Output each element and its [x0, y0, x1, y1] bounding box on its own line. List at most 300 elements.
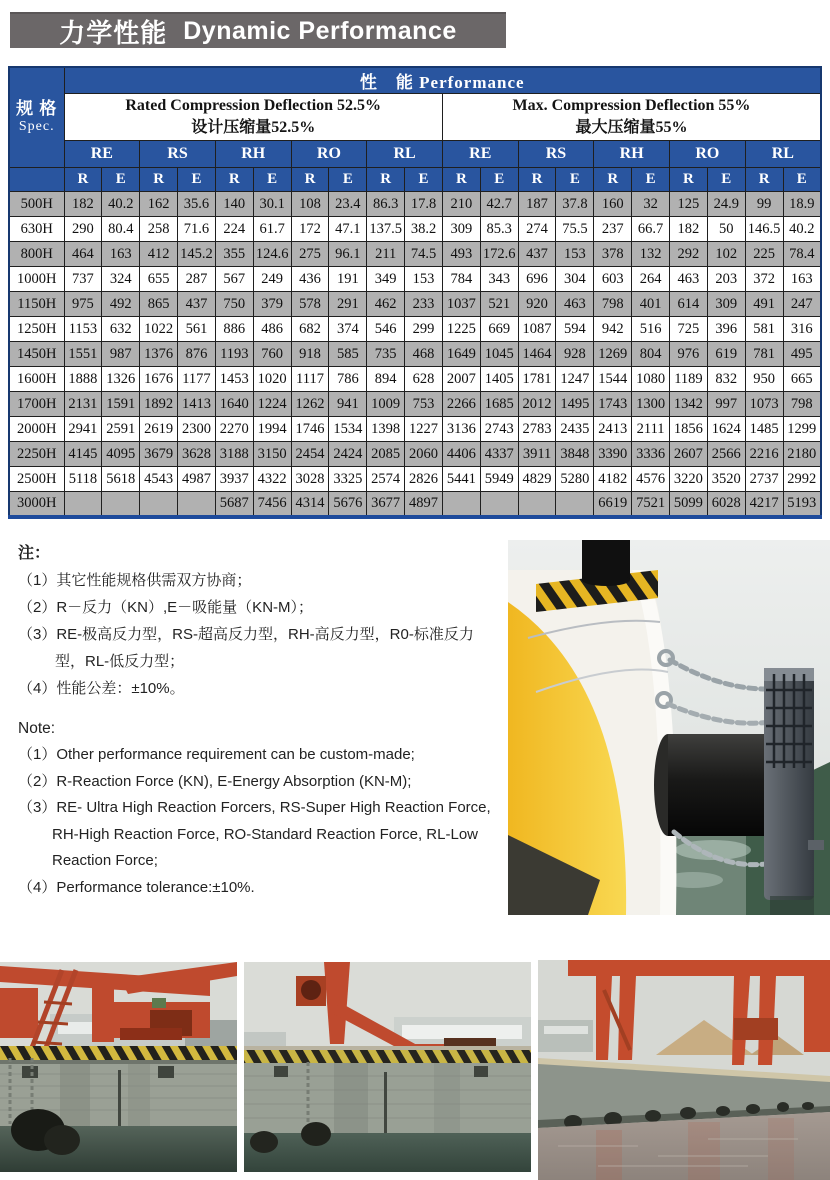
value-cell: 237 [594, 217, 632, 242]
value-cell [140, 492, 178, 517]
value-cell: 80.4 [102, 217, 140, 242]
value-cell: 7521 [632, 492, 670, 517]
value-cell: 3390 [594, 442, 632, 467]
value-cell: 2619 [140, 417, 178, 442]
performance-header [64, 67, 821, 94]
value-cell: 1189 [670, 367, 708, 392]
value-cell: 132 [632, 242, 670, 267]
value-cell: 784 [442, 267, 480, 292]
spec-cell: 630H [9, 217, 64, 242]
value-cell: 3220 [670, 467, 708, 492]
spec-subheader-spacer [9, 168, 64, 192]
group-header-rh: RH [215, 141, 291, 168]
value-cell: 894 [367, 367, 405, 392]
value-cell: 5618 [102, 467, 140, 492]
rated-deflection-header [64, 94, 442, 141]
value-cell: 125 [670, 192, 708, 217]
value-cell: 2413 [594, 417, 632, 442]
value-cell: 324 [102, 267, 140, 292]
table-row-630h [9, 217, 821, 242]
spec-cell: 800H [9, 242, 64, 267]
value-cell: 6619 [594, 492, 632, 517]
value-cell: 75.5 [556, 217, 594, 242]
value-cell: 781 [745, 342, 783, 367]
value-cell: 2180 [783, 442, 821, 467]
table-row-2500h [9, 467, 821, 492]
subcol-header-r: R [518, 168, 556, 192]
value-cell: 1464 [518, 342, 556, 367]
value-cell: 1746 [291, 417, 329, 442]
value-cell: 2566 [707, 442, 745, 467]
table-row-1450h [9, 342, 821, 367]
value-cell: 1405 [480, 367, 518, 392]
value-cell: 920 [518, 292, 556, 317]
value-cell: 1640 [215, 392, 253, 417]
value-cell: 162 [140, 192, 178, 217]
value-cell: 3188 [215, 442, 253, 467]
value-cell: 4322 [253, 467, 291, 492]
value-cell: 2131 [64, 392, 102, 417]
subcol-header-e: E [632, 168, 670, 192]
note-line-zh: （1）其它性能规格供需双方协商； [18, 572, 252, 589]
value-cell: 5687 [215, 492, 253, 517]
value-cell: 247 [783, 292, 821, 317]
value-cell: 665 [783, 367, 821, 392]
value-cell: 1495 [556, 392, 594, 417]
value-cell: 2424 [329, 442, 367, 467]
value-cell: 292 [670, 242, 708, 267]
value-cell: 274 [518, 217, 556, 242]
value-cell: 950 [745, 367, 783, 392]
value-cell: 401 [632, 292, 670, 317]
value-cell: 3336 [632, 442, 670, 467]
value-cell: 35.6 [178, 192, 216, 217]
value-cell: 669 [480, 317, 518, 342]
value-cell: 1781 [518, 367, 556, 392]
spec-cell: 2500H [9, 467, 64, 492]
value-cell: 374 [329, 317, 367, 342]
table-row-1250h [9, 317, 821, 342]
value-cell: 3325 [329, 467, 367, 492]
value-cell: 146.5 [745, 217, 783, 242]
value-cell: 2454 [291, 442, 329, 467]
spec-cell: 1700H [9, 392, 64, 417]
value-cell: 760 [253, 342, 291, 367]
value-cell: 1544 [594, 367, 632, 392]
value-cell: 3628 [178, 442, 216, 467]
value-cell: 290 [64, 217, 102, 242]
group-header-rh: RH [594, 141, 670, 168]
value-cell: 4182 [594, 467, 632, 492]
value-cell: 2060 [405, 442, 443, 467]
value-cell: 163 [783, 267, 821, 292]
subcol-header-e: E [102, 168, 140, 192]
value-cell: 316 [783, 317, 821, 342]
value-cell: 40.2 [783, 217, 821, 242]
value-cell: 309 [707, 292, 745, 317]
table-row-1150h [9, 292, 821, 317]
value-cell: 735 [367, 342, 405, 367]
value-cell: 2574 [367, 467, 405, 492]
value-cell: 30.1 [253, 192, 291, 217]
value-cell: 1177 [178, 367, 216, 392]
value-cell: 997 [707, 392, 745, 417]
note-line-zh: （3）RE-极高反力型，RS-超高反力型，RH-高反力型，R0-标准反力型，RL-低反力型； [18, 626, 474, 670]
value-cell: 2826 [405, 467, 443, 492]
value-cell: 1892 [140, 392, 178, 417]
value-cell: 1073 [745, 392, 783, 417]
value-cell: 275 [291, 242, 329, 267]
value-cell: 468 [405, 342, 443, 367]
rated-deflection-en: Rated Compression Deflection 52.5% [125, 96, 382, 114]
value-cell: 32 [632, 192, 670, 217]
value-cell: 71.6 [178, 217, 216, 242]
value-cell: 2783 [518, 417, 556, 442]
value-cell: 17.8 [405, 192, 443, 217]
value-cell: 3848 [556, 442, 594, 467]
value-cell: 619 [707, 342, 745, 367]
value-cell: 1413 [178, 392, 216, 417]
spec-cell: 1250H [9, 317, 64, 342]
value-cell: 581 [745, 317, 783, 342]
value-cell: 287 [178, 267, 216, 292]
value-cell [442, 492, 480, 517]
value-cell: 1376 [140, 342, 178, 367]
value-cell: 40.2 [102, 192, 140, 217]
value-cell: 6028 [707, 492, 745, 517]
value-cell: 750 [215, 292, 253, 317]
value-cell: 1888 [64, 367, 102, 392]
value-cell: 153 [405, 267, 443, 292]
table-row-3000h [9, 492, 821, 517]
value-cell: 437 [518, 242, 556, 267]
value-cell: 1262 [291, 392, 329, 417]
value-cell: 437 [178, 292, 216, 317]
value-cell: 2607 [670, 442, 708, 467]
value-cell: 4897 [405, 492, 443, 517]
subcol-header-e: E [253, 168, 291, 192]
spec-column-header [9, 67, 64, 168]
spec-label-zh: 规 格 [16, 98, 58, 118]
value-cell: 1856 [670, 417, 708, 442]
port-photo-3 [538, 960, 830, 1180]
value-cell: 203 [707, 267, 745, 292]
value-cell: 1342 [670, 392, 708, 417]
value-cell: 1247 [556, 367, 594, 392]
subcol-header-r: R [594, 168, 632, 192]
value-cell: 379 [253, 292, 291, 317]
value-cell: 99 [745, 192, 783, 217]
value-cell: 3937 [215, 467, 253, 492]
subcol-header-r: R [442, 168, 480, 192]
value-cell: 436 [291, 267, 329, 292]
value-cell: 160 [594, 192, 632, 217]
subcol-header-e: E [405, 168, 443, 192]
value-cell: 682 [291, 317, 329, 342]
value-cell: 2300 [178, 417, 216, 442]
value-cell: 2111 [632, 417, 670, 442]
value-cell: 1676 [140, 367, 178, 392]
spec-cell: 2250H [9, 442, 64, 467]
spec-label-en: Spec. [18, 119, 55, 135]
value-cell: 264 [632, 267, 670, 292]
value-cell: 1225 [442, 317, 480, 342]
value-cell: 941 [329, 392, 367, 417]
value-cell: 50 [707, 217, 745, 242]
value-cell: 1117 [291, 367, 329, 392]
value-cell: 1045 [480, 342, 518, 367]
value-cell: 4829 [518, 467, 556, 492]
subcol-header-e: E [178, 168, 216, 192]
page-title-zh: 力学性能 [59, 17, 168, 48]
subcol-header-r: R [215, 168, 253, 192]
value-cell: 3520 [707, 467, 745, 492]
value-cell: 66.7 [632, 217, 670, 242]
value-cell: 1485 [745, 417, 783, 442]
spec-cell: 1000H [9, 267, 64, 292]
value-cell: 74.5 [405, 242, 443, 267]
value-cell: 191 [329, 267, 367, 292]
value-cell: 495 [783, 342, 821, 367]
value-cell: 1591 [102, 392, 140, 417]
value-cell: 102 [707, 242, 745, 267]
subcol-header-e: E [783, 168, 821, 192]
value-cell: 798 [594, 292, 632, 317]
value-cell: 145.2 [178, 242, 216, 267]
value-cell: 5676 [329, 492, 367, 517]
value-cell: 1649 [442, 342, 480, 367]
value-cell: 4576 [632, 467, 670, 492]
value-cell: 5280 [556, 467, 594, 492]
value-cell: 3136 [442, 417, 480, 442]
value-cell: 355 [215, 242, 253, 267]
value-cell: 876 [178, 342, 216, 367]
subcol-header-r: R [291, 168, 329, 192]
value-cell: 86.3 [367, 192, 405, 217]
table-row-2250h [9, 442, 821, 467]
value-cell: 249 [253, 267, 291, 292]
spec-cell: 1150H [9, 292, 64, 317]
value-cell: 396 [707, 317, 745, 342]
note-line-en: （1）Other performance requirement can be custom-made; [18, 746, 415, 763]
value-cell: 987 [102, 342, 140, 367]
value-cell: 24.9 [707, 192, 745, 217]
value-cell: 23.4 [329, 192, 367, 217]
subcol-header-e: E [329, 168, 367, 192]
value-cell: 1022 [140, 317, 178, 342]
value-cell: 492 [102, 292, 140, 317]
notes-section [18, 541, 498, 901]
value-cell: 1080 [632, 367, 670, 392]
value-cell: 567 [215, 267, 253, 292]
subcol-header-r: R [745, 168, 783, 192]
value-cell: 1994 [253, 417, 291, 442]
value-cell: 578 [291, 292, 329, 317]
value-cell: 1624 [707, 417, 745, 442]
value-cell: 47.1 [329, 217, 367, 242]
value-cell: 299 [405, 317, 443, 342]
value-cell: 696 [518, 267, 556, 292]
performance-table [8, 66, 822, 519]
value-cell: 1299 [783, 417, 821, 442]
value-cell: 2992 [783, 467, 821, 492]
value-cell: 886 [215, 317, 253, 342]
value-cell: 632 [102, 317, 140, 342]
subcol-header-e: E [556, 168, 594, 192]
value-cell: 1193 [215, 342, 253, 367]
value-cell: 2435 [556, 417, 594, 442]
value-cell: 2085 [367, 442, 405, 467]
value-cell: 865 [140, 292, 178, 317]
value-cell: 1685 [480, 392, 518, 417]
value-cell: 1743 [594, 392, 632, 417]
note-line-zh: （4）性能公差：±10%。 [18, 680, 185, 697]
value-cell: 463 [670, 267, 708, 292]
value-cell: 628 [405, 367, 443, 392]
port-photo-2 [244, 962, 531, 1172]
group-header-re: RE [64, 141, 140, 168]
value-cell: 372 [745, 267, 783, 292]
value-cell [556, 492, 594, 517]
value-cell: 140 [215, 192, 253, 217]
value-cell: 4095 [102, 442, 140, 467]
group-header-rl: RL [745, 141, 821, 168]
group-header-rl: RL [367, 141, 443, 168]
value-cell: 486 [253, 317, 291, 342]
value-cell [64, 492, 102, 517]
value-cell [178, 492, 216, 517]
value-cell: 4987 [178, 467, 216, 492]
value-cell: 737 [64, 267, 102, 292]
value-cell: 832 [707, 367, 745, 392]
group-header-re: RE [442, 141, 518, 168]
port-photo-1 [0, 962, 237, 1172]
performance-header-zh: 性 能 [359, 73, 414, 92]
value-cell: 5949 [480, 467, 518, 492]
value-cell: 1326 [102, 367, 140, 392]
value-cell [102, 492, 140, 517]
notes-en-list [18, 742, 498, 901]
value-cell: 42.7 [480, 192, 518, 217]
notes-zh-list [18, 567, 498, 702]
value-cell: 4406 [442, 442, 480, 467]
value-cell: 96.1 [329, 242, 367, 267]
value-cell: 4217 [745, 492, 783, 517]
value-cell: 1227 [405, 417, 443, 442]
value-cell: 2591 [102, 417, 140, 442]
value-cell: 1300 [632, 392, 670, 417]
subcol-header-r: R [140, 168, 178, 192]
table-row-2000h [9, 417, 821, 442]
value-cell: 5193 [783, 492, 821, 517]
value-cell: 1020 [253, 367, 291, 392]
value-cell: 412 [140, 242, 178, 267]
value-cell: 725 [670, 317, 708, 342]
value-cell: 4543 [140, 467, 178, 492]
value-cell: 1398 [367, 417, 405, 442]
value-cell: 4145 [64, 442, 102, 467]
value-cell: 5118 [64, 467, 102, 492]
value-cell: 798 [783, 392, 821, 417]
note-line-en: （2）R-Reaction Force (KN), E-Energy Absorption (KN-M); [18, 772, 412, 790]
spec-cell: 2000H [9, 417, 64, 442]
value-cell: 137.5 [367, 217, 405, 242]
value-cell: 464 [64, 242, 102, 267]
table-row-1700h [9, 392, 821, 417]
value-cell: 516 [632, 317, 670, 342]
value-cell: 210 [442, 192, 480, 217]
value-cell: 163 [102, 242, 140, 267]
table-row-1600h [9, 367, 821, 392]
value-cell: 224 [215, 217, 253, 242]
value-cell: 655 [140, 267, 178, 292]
group-header-ro: RO [291, 141, 367, 168]
value-cell: 18.9 [783, 192, 821, 217]
subcol-header-r: R [670, 168, 708, 192]
value-cell: 1534 [329, 417, 367, 442]
value-cell: 2737 [745, 467, 783, 492]
value-cell: 2266 [442, 392, 480, 417]
value-cell: 493 [442, 242, 480, 267]
value-cell: 603 [594, 267, 632, 292]
value-cell: 343 [480, 267, 518, 292]
value-cell: 614 [670, 292, 708, 317]
value-cell: 3679 [140, 442, 178, 467]
value-cell: 187 [518, 192, 556, 217]
value-cell: 2941 [64, 417, 102, 442]
value-cell: 3911 [518, 442, 556, 467]
value-cell: 5441 [442, 467, 480, 492]
value-cell: 786 [329, 367, 367, 392]
value-cell: 942 [594, 317, 632, 342]
value-cell: 491 [745, 292, 783, 317]
value-cell: 61.7 [253, 217, 291, 242]
value-cell: 309 [442, 217, 480, 242]
value-cell: 4314 [291, 492, 329, 517]
notes-zh-title: 注： [18, 545, 51, 562]
value-cell: 4337 [480, 442, 518, 467]
subcol-header-e: E [480, 168, 518, 192]
value-cell: 1087 [518, 317, 556, 342]
value-cell: 561 [178, 317, 216, 342]
note-line-en: （4）Performance tolerance:±10%. [18, 878, 255, 896]
value-cell: 1037 [442, 292, 480, 317]
value-cell: 182 [670, 217, 708, 242]
value-cell: 2216 [745, 442, 783, 467]
value-cell: 291 [329, 292, 367, 317]
subcol-header-r: R [367, 168, 405, 192]
notes-en-title: Note: [18, 720, 56, 737]
value-cell: 78.4 [783, 242, 821, 267]
value-cell: 37.8 [556, 192, 594, 217]
value-cell: 753 [405, 392, 443, 417]
value-cell [518, 492, 556, 517]
value-cell: 153 [556, 242, 594, 267]
value-cell: 3677 [367, 492, 405, 517]
value-cell: 304 [556, 267, 594, 292]
value-cell: 172 [291, 217, 329, 242]
value-cell: 463 [556, 292, 594, 317]
value-cell: 594 [556, 317, 594, 342]
group-header-rs: RS [518, 141, 594, 168]
fender-installation-photo [508, 540, 830, 915]
value-cell: 5099 [670, 492, 708, 517]
value-cell: 85.3 [480, 217, 518, 242]
max-deflection-zh: 最大压缩量55% [575, 119, 688, 136]
value-cell: 928 [556, 342, 594, 367]
value-cell: 585 [329, 342, 367, 367]
value-cell: 124.6 [253, 242, 291, 267]
